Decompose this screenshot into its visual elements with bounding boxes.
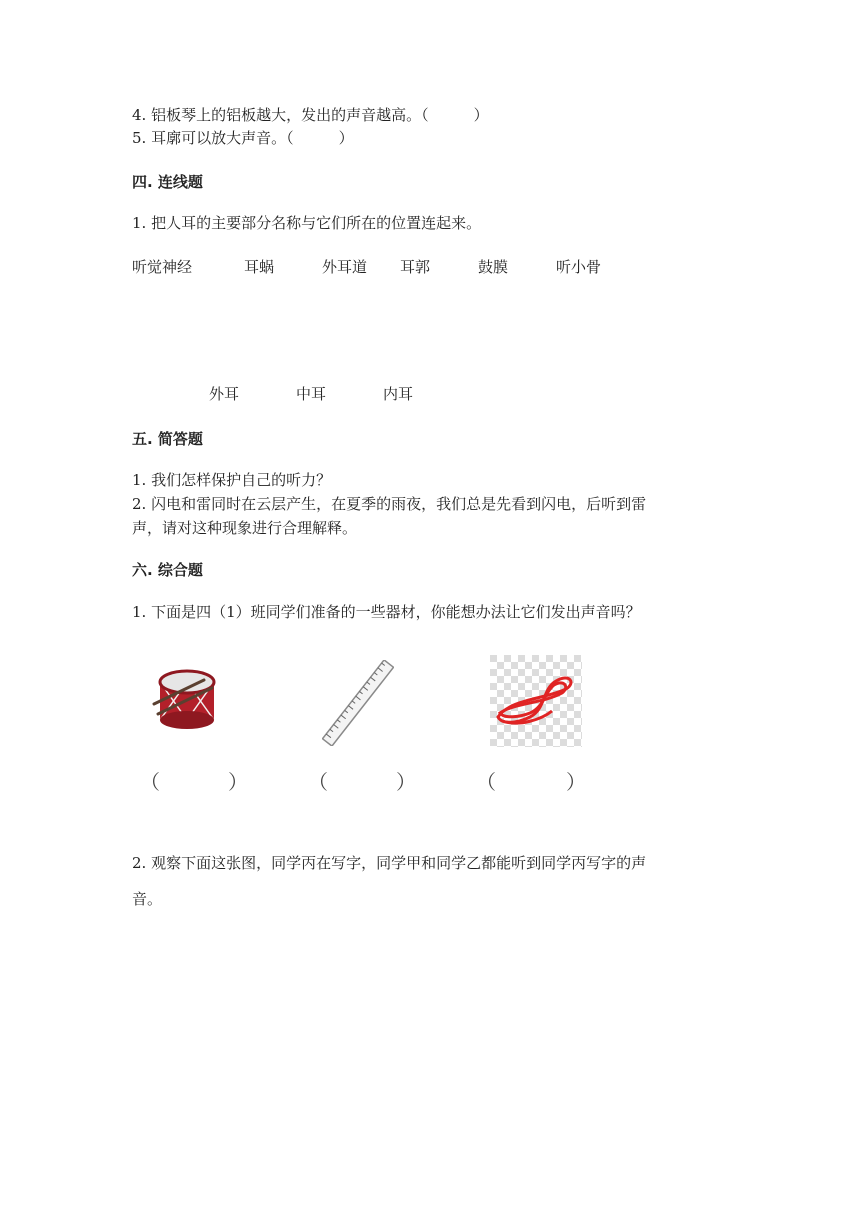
ear-part-term: 听小骨 (556, 258, 602, 276)
ear-region-term: 内耳 (383, 385, 414, 403)
answer-open-paren: （ (140, 770, 160, 794)
ear-part-term: 耳郭 (400, 258, 431, 276)
ear-part-term: 外耳道 (322, 258, 368, 276)
comprehensive-question-1: 1. 下面是四（1）班同学们准备的一些器材，你能想办法让它们发出声音吗？ (132, 603, 641, 621)
ear-part-term: 听觉神经 (132, 258, 193, 276)
judgment-item-4: 4. 铝板琴上的铝板越大，发出的声音越高。（ ） (132, 106, 489, 124)
ruler-icon (322, 660, 394, 746)
judgment-item-5: 5. 耳廓可以放大声音。（ ） (132, 129, 354, 147)
short-answer-question-2-line2: 声，请对这种现象进行合理解释。 (132, 519, 358, 537)
comprehensive-question-2-line2: 音。 (132, 890, 163, 908)
ear-region-term: 外耳 (209, 385, 240, 403)
short-answer-question-2-line1: 2. 闪电和雷同时在云层产生，在夏季的雨夜，我们总是先看到闪电，后听到雷 (132, 495, 647, 513)
matching-question-1: 1. 把人耳的主要部分名称与它们所在的位置连起来。 (132, 214, 482, 232)
answer-close-paren: ） (396, 770, 416, 794)
section-heading-comprehensive: 六. 综合题 (132, 561, 203, 579)
ear-part-term: 耳蜗 (244, 258, 275, 276)
drum-icon (146, 652, 226, 742)
comprehensive-question-2-line1: 2. 观察下面这张图，同学丙在写字，同学甲和同学乙都能听到同学丙写字的声 (132, 854, 647, 872)
short-answer-question-1: 1. 我们怎样保护自己的听力？ (132, 471, 332, 489)
answer-open-paren: （ (476, 770, 496, 794)
answer-close-paren: ） (566, 770, 586, 794)
ear-region-term: 中耳 (296, 385, 327, 403)
answer-open-paren: （ (308, 770, 328, 794)
section-heading-matching: 四. 连线题 (132, 173, 203, 191)
ear-part-term: 鼓膜 (478, 258, 509, 276)
rubber-band-icon (490, 655, 582, 747)
answer-close-paren: ） (228, 770, 248, 794)
section-heading-short-answer: 五. 简答题 (132, 430, 203, 448)
